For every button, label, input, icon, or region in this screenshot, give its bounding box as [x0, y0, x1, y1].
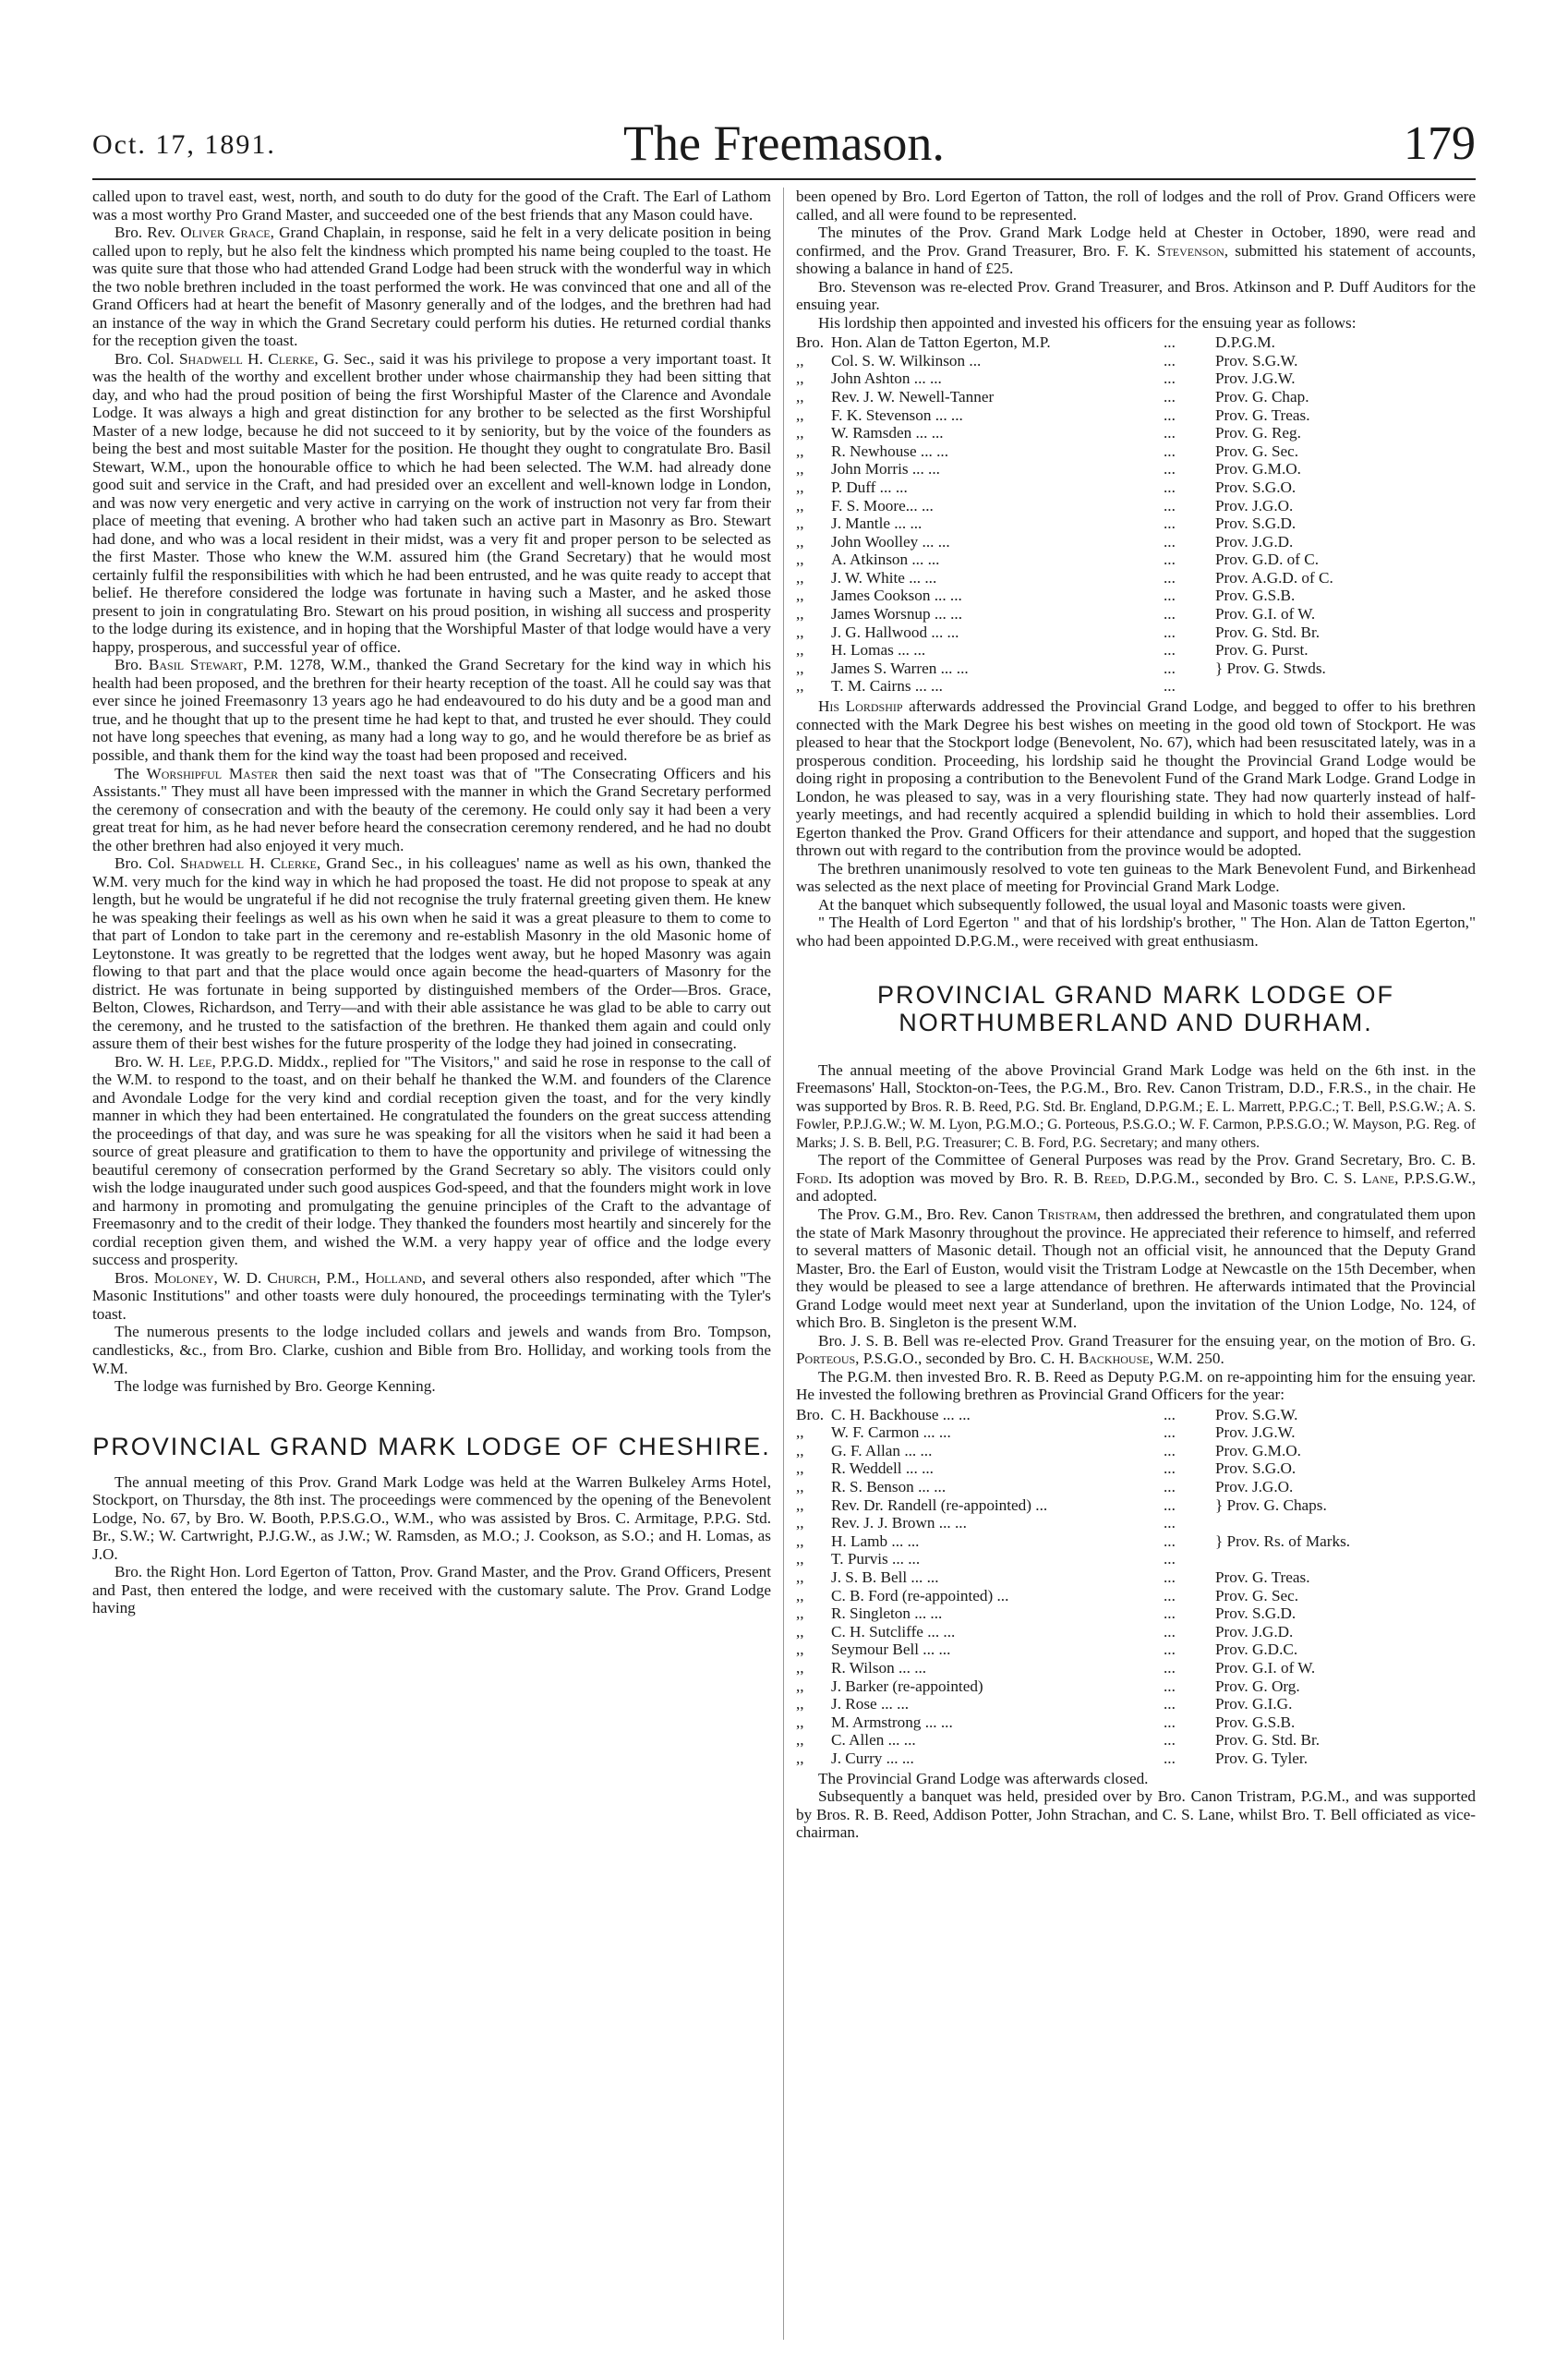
officer-row: ,, W. F. Carmon ... ... ... Prov. J.G.W.: [796, 1423, 1296, 1442]
officer-row: ,, M. Armstrong ... ... ... Prov. G.S.B.: [796, 1713, 1296, 1731]
article-paragraph: Subsequently a banquet was held, presided over by Bro. Canon Tristram, P.G.M., and was supported by Bros. R. B. Reed, Addison Potter, John Strachan, and C. S. Lane, whilst Bro. T. Bell officiated as vice-chairman.: [796, 1787, 1476, 1842]
page-header: [92, 115, 1476, 176]
officer-row: ,, Rev. Dr. Randell (re-appointed) ... ... } Prov. G. Chaps.: [796, 1495, 1327, 1514]
article-paragraph: Bro. Col. Shadwell H. Clerke, G. Sec., said it was his privilege to propose a very important toast. It was the health of the worthy and excellent brother under whose chairmanship they had been sitting that day, and who had the proud position of being the first Worshipful Master of the Clarence and Avondale Lodge. It was always a high and great distinction for any brother to be selected as the first Worshipful Master of a new lodge, because he did not succeed to it by seniority, but by the voice of the founders as being the best and most suitable Master for the position. He thought they ought to congratulate Bro. Basil Stewart, W.M., upon the honourable office to which he had been selected. The W.M. had already done good suit and service in the Craft, and had presided over an excellent and well-known lodge in London, and was now very energetic and very active in carrying on the work of instruction not very far from their place of meeting that evening. A brother who had taken such an active part in Masonry as Bro. Stewart had done, and who was a local resident in their midst, was a very fit and proper person to be selected as the first Master. Those who knew the W.M. assured him (the Grand Secretary) that he would most certainly fulfil the responsibilities with which he had been entrusted, and he was quite ready to accept that belief. He therefore considered the lodge was fortunate in having such a Master, and he asked those present to join in congratulating Bro. Stewart on his proud position, in wishing all success and prosperity to the lodge during its existence, and in hoping that the Worshipful Master of that lodge would have a very happy, prosperous, and successful year of office.: [92, 349, 772, 656]
officer-row: ,, T. Purvis ... ... ...: [796, 1550, 1176, 1568]
masthead-title: The Freemason.: [623, 115, 945, 171]
article-paragraph: His Lordship afterwards addressed the Provincial Grand Lodge, and begged to offer to his brethren connected with the Mark Degree his best wishes on meeting in the good old town of Stockport. He was pleased to hear that the Stockport lodge (Benevolent, No. 67), which had been resuscitated lately, was in a prosperous condition. Proceeding, his lordship said he thought the Provincial Grand Lodge would be doing right in proposing a contribution to the Benevolent Fund of the Grand Mark Lodge. Grand Lodge in London, he was pleased to say, was in a very flourishing state. They had now quarterly instead of half-yearly meetings, and had recently acquired a splendid building in which to hold their assemblies. Lord Egerton thanked the Prov. Grand Officers for their attendance and support, and hoped that the suggestion thrown out with regard to the contribution from the province would be adopted.: [796, 697, 1477, 860]
article-paragraph: The brethren unanimously resolved to vote ten guineas to the Mark Benevolent Fund, and Birkenhead was selected as the next place of meeting for Provincial Grand Mark Lodge.: [796, 859, 1476, 896]
article-paragraph: Bro. the Right Hon. Lord Egerton of Tatton, Prov. Grand Master, and the Prov. Grand Officers, Present and Past, then entered the lodge, and were received with the customary salute. The Prov. Grand Lodge having: [92, 1563, 771, 1617]
officer-row: ,, J. G. Hallwood ... ... ... Prov. G. Std. Br.: [796, 623, 1321, 641]
article-paragraph: The annual meeting of this Prov. Grand Mark Lodge was held at the Warren Bulkeley Arms Hotel, Stockport, on Thursday, the 8th inst. The proceedings were commenced by the opening of the Benevolent Lodge, No. 67, by Bro. W. Booth, P.P.S.G.O., W.M., who was assisted by Bros. C. Armitage, P.P.G. Std. Br., S.W.; W. Cartwright, P.J.G.W., as J.W.; W. Ramsden, as M.O.; J. Cookson, as S.O.; and H. Lomas, as J.O.: [92, 1472, 771, 1563]
article-paragraph: Bro. W. H. Lee, P.P.G.D. Middx., replied for "The Visitors," and said he rose in response to the call of the W.M. to respond to the toast, and on their behalf he thanked the W.M. and founders of the Clarence and Avondale Lodge for the very kind and cordial reception given the toast, and for the very kindly manner in which they had been entertained. He congratulated the founders on the great success attending the proceedings of that day, and was sure he was speaking for all the visitors when he said it had been a source of great pleasure and gratification to them to have the opportunity and privilege of witnessing the beautiful ceremony of consecration performed by the Grand Secretary so ably. The visitors could only wish the lodge inaugurated under such good auspices God-speed, and that the founders might work in love and harmony in promoting and promulgating the genuine principles of the Craft to the advantage of Freemasonry and to the credit of their lodge. They thanked the founders most heartily and sincerely for the cordial reception given them, and wished the W.M. a very happy year of office and the lodge every success and prosperity.: [92, 1052, 771, 1269]
article-paragraph: The annual meeting of the above Provincial Grand Mark Lodge was held on the 6th inst. in the Freemasons' Hall, Stockton-on-Tees, the P.G.M., Bro. Rev. Canon Tristram, D.D., F.R.S., in the chair. He was supported by Bros. R. B. Reed, P.G. Std. Br. England, D.P.G.M.; E. L. Marrett, P.P.G.C.; T. Bell, P.S.G.W.; A. S. Fowler, P.P.J.G.W.; W. M. Lyon, P.G.M.O.; G. Porteous, P.S.G.O.; W. F. Carmon, P.P.S.G.O.; W. Mayson, P.G. Reg. of Marks; J. S. B. Bell, P.G. Treasurer; C. B. Ford, P.G. Secretary; and many others.: [796, 1060, 1477, 1151]
officer-row: ,, James Worsnup ... ... ... Prov. G.I. of W.: [796, 605, 1316, 624]
article-paragraph: Bro. Rev. Oliver Grace, Grand Chaplain, in response, said he felt in a very delicate position in being called upon to reply, but he also felt the kindness which prompted his name being coupled to the toast. He was quite sure that those who had attended Grand Lodge had been struck with the wonderful way in which the two noble brethren included in the toast performed the work. He was convinced that one and all of the Grand Officers had at heart the benefit of Masonry generally and of the lodges, and the brethren had had an instance of the way in which the Grand Secretary could perform his duties. He returned cordial thanks for the reception given the toast.: [92, 224, 772, 350]
column-divider: [783, 188, 784, 2340]
officer-row: ,, J. S. B. Bell ... ... ... Prov. G. Treas.: [796, 1568, 1310, 1587]
officer-row: Bro. Hon. Alan de Tatton Egerton, M.P. ... D.P.G.M.: [796, 333, 1275, 352]
officer-row: ,, John Ashton ... ... ... Prov. J.G.W.: [796, 369, 1296, 388]
article-paragraph: The lodge was furnished by Bro. George Kenning.: [115, 1377, 436, 1396]
officer-row: ,, H. Lomas ... ... ... Prov. G. Purst.: [796, 641, 1309, 660]
article-paragraph: The minutes of the Prov. Grand Mark Lodge held at Chester in October, 1890, were read and confirmed, and the Prov. Grand Treasurer, Bro. F. K. Stevenson, submitted his statement of accounts, showing a balance in hand of £25.: [796, 224, 1477, 278]
officer-row: ,, F. K. Stevenson ... ... ... Prov. G. Treas.: [796, 406, 1310, 424]
officer-row: ,, John Woolley ... ... ... Prov. J.G.D.: [796, 532, 1294, 551]
article-paragraph: Bro. Stevenson was re-elected Prov. Grand Treasurer, and Bros. Atkinson and P. Duff Auditors for the ensuing year.: [796, 277, 1476, 314]
section-heading-northumberland: PROVINCIAL GRAND MARK LODGE OF NORTHUMBERLAND AND DURHAM.: [876, 981, 1395, 1037]
header-rule: [92, 178, 1476, 180]
officer-row: ,, R. Wilson ... ... ... Prov. G.I. of W.: [796, 1659, 1316, 1677]
officer-row: ,, R. Weddell ... ... ... Prov. S.G.O.: [796, 1459, 1297, 1478]
article-paragraph: The numerous presents to the lodge included collars and jewels and wands from Bro. Tompson, candlesticks, &c., from Bro. Clarke, cushion and Bible from Bro. Holliday, and working tools from the W.M.: [92, 1323, 771, 1377]
article-paragraph: Bro. Basil Stewart, P.M. 1278, W.M., thanked the Grand Secretary for the kind way in which his health had been proposed, and the brethren for their hearty reception of the toast. All he could say was that ever since he joined Freemasonry 13 years ago he had endeavoured to do his duty and be a good man and true, and he thought that up to the present time he had kept to that, and trusted he ever should. They could not have long speeches that evening, as many had a long way to go, and he would therefore be as brief as possible, and thank them for the kind way the toast had been proposed and received.: [92, 656, 772, 764]
officer-row: ,, P. Duff ... ... ... Prov. S.G.O.: [796, 478, 1297, 496]
officer-row: ,, C. Allen ... ... ... Prov. G. Std. Br.: [796, 1731, 1321, 1749]
article-paragraph: Bro. J. S. B. Bell was re-elected Prov. Grand Treasurer for the ensuing year, on the motion of Bro. G. Porteous, P.S.G.O., seconded by Bro. C. H. Backhouse, W.M. 250.: [796, 1331, 1476, 1368]
officer-row: Bro. C. H. Backhouse ... ... ... Prov. S.G.W.: [796, 1405, 1298, 1423]
officer-row: ,, H. Lamb ... ... ... } Prov. Rs. of Marks.: [796, 1532, 1351, 1550]
issue-date: Oct. 17, 1891.: [92, 129, 276, 160]
officer-row: ,, A. Atkinson ... ... ... Prov. G.D. of C.: [796, 551, 1320, 569]
right-column: [796, 188, 1476, 1842]
officer-row: ,, T. M. Cairns ... ... ...: [796, 677, 1176, 696]
article-paragraph: The report of the Committee of General Purposes was read by the Prov. Grand Secretary, Bro. C. B. Ford. Its adoption was moved by Bro. R. B. Reed, D.P.G.M., seconded by Bro. C. S. Lane, P.P.S.G.W., and adopted.: [796, 1151, 1477, 1205]
article-paragraph: At the banquet which subsequently followed, the usual loyal and Masonic toasts were given.: [818, 895, 1406, 914]
officer-row: ,, J. Barker (re-appointed) ... Prov. G. Org.: [796, 1677, 1300, 1695]
officer-row: ,, W. Ramsden ... ... ... Prov. G. Reg.: [796, 424, 1301, 442]
article-paragraph: The Prov. G.M., Bro. Rev. Canon Tristram, then addressed the brethren, and congratulated them upon the state of Mark Masonry throughout the province. He appreciated their reference to himself, and referred to several matters of Masonic detail. Though not an official visit, he announced that the Deputy Grand Master, Bro. the Earl of Euston, would visit the Tristram Lodge at Newcastle on the 15th December, when they would be pleased to see a large attendance of brethren. He afterwards intimated that the Provincial Grand Lodge would meet next year at Sunderland, upon the invitation of the Union Lodge, No. 124, of which Bro. B. Singleton is the present W.M.: [796, 1205, 1477, 1332]
officer-row: ,, C. B. Ford (re-appointed) ... ... Prov. G. Sec.: [796, 1586, 1299, 1604]
officer-row: ,, J. Curry ... ... ... Prov. G. Tyler.: [796, 1749, 1309, 1767]
article-paragraph: been opened by Bro. Lord Egerton of Tatton, the roll of lodges and the roll of Prov. Grand Officers were called, and all were found to be represented.: [796, 188, 1476, 224]
officer-row: ,, G. F. Allan ... ... ... Prov. G.M.O.: [796, 1441, 1301, 1459]
article-paragraph: " The Health of Lord Egerton " and that of his lordship's brother, " The Hon. Alan de Tatton Egerton," who had been appointed D.P.G.M., were received with great enthusiasm.: [796, 914, 1476, 950]
officer-row: ,, James Cookson ... ... ... Prov. G.S.B.: [796, 587, 1296, 605]
article-paragraph: The Provincial Grand Lodge was afterwards closed.: [818, 1769, 1149, 1787]
article-paragraph: His lordship then appointed and invested his officers for the ensuing year as follows:: [818, 313, 1357, 332]
northumberland-officers-list: [796, 1406, 1476, 1768]
officer-row: ,, F. S. Moore... ... ... Prov. J.G.O.: [796, 496, 1294, 515]
officer-row: ,, James S. Warren ... ... ... } Prov. G. Stwds.: [796, 659, 1326, 677]
officer-row: ,, Rev. J. J. Brown ... ... ...: [796, 1514, 1176, 1532]
officer-row: ,, John Morris ... ... ... Prov. G.M.O.: [796, 460, 1301, 478]
page-number: 179: [1404, 117, 1476, 170]
officer-row: ,, C. H. Sutcliffe ... ... ... Prov. J.G.D.: [796, 1622, 1294, 1641]
officer-row: ,, J. W. White ... ... ... Prov. A.G.D. of C.: [796, 568, 1333, 587]
officer-row: ,, Col. S. W. Wilkinson ... ... Prov. S.G.W.: [796, 351, 1298, 369]
article-paragraph: Bro. Col. Shadwell H. Clerke, Grand Sec., in his colleagues' name as well as his own, thanked the W.M. very much for the kind way in which he had proposed the toast. He did not propose to speak at any length, but he would be ungrateful if he did not recognise the truly fraternal greeting given them. He knew he was speaking their feelings as well as his own when he said it was a great pleasure to them to come to that part of London to take part in the ceremony and re-establish Masonry in the old Masonic home of Leytonstone. It was greatly to be regretted that the lodges went away, but he hoped Masonry was again flowing to that part and that the place would once again become the head-quarters of Masonry for the district. He was fortunate in being supported by distinguished members of the Order—Bros. Grace, Belton, Clowes, Richardson, and Terry—and with their able assistance he was glad to be able to carry out the ceremony, and he trusted to the satisfaction of the brethren. He thanked them again and could only assure them of their best wishes for the future prosperity of the lodge they had joined in consecrating.: [92, 854, 772, 1053]
officer-row: ,, R. Newhouse ... ... ... Prov. G. Sec.: [796, 442, 1299, 460]
officer-row: ,, R. S. Benson ... ... ... Prov. J.G.O.: [796, 1478, 1294, 1496]
officer-row: ,, J. Mantle ... ... ... Prov. S.G.D.: [796, 515, 1297, 533]
section-heading-cheshire: PROVINCIAL GRAND MARK LODGE OF CHESHIRE.: [92, 1432, 771, 1460]
article-paragraph: Bros. Moloney, W. D. Church, P.M., Holland, and several others also responded, after which "The Masonic Institutions" and other toasts were duly honoured, the proceedings terminating with the Tyler's toast.: [92, 1268, 772, 1323]
article-paragraph: called upon to travel east, west, north, and south to do duty for the good of the Craft. The Earl of Lathom was a most worthy Pro Grand Master, and succeeded one of the best friends that any Mason could have.: [92, 188, 771, 224]
officer-row: ,, Rev. J. W. Newell-Tanner ... Prov. G. Chap.: [796, 387, 1309, 406]
officer-row: ,, Seymour Bell ... ... ... Prov. G.D.C.: [796, 1641, 1298, 1659]
cheshire-officers-list: [796, 333, 1476, 696]
article-paragraph: The Worshipful Master then said the next toast was that of "The Consecrating Officers and his Assistants." They must all have been impressed with the manner in which the Grand Secretary performed the ceremony of consecration and with the beauty of the ceremony. He could only say it had been a very great treat for him, as he had never before heard the consecration ceremony rendered, and he had no doubt the other brethren had also enjoyed it very much.: [92, 764, 771, 854]
article-paragraph: The P.G.M. then invested Bro. R. B. Reed as Deputy P.G.M. on re-appointing him for the ensuing year. He invested the following brethren as Provincial Grand Officers for the year:: [796, 1367, 1476, 1404]
left-column: [92, 188, 771, 1617]
officer-row: ,, R. Singleton ... ... ... Prov. S.G.D.: [796, 1604, 1297, 1623]
officer-row: ,, J. Rose ... ... ... Prov. G.I.G.: [796, 1695, 1293, 1713]
